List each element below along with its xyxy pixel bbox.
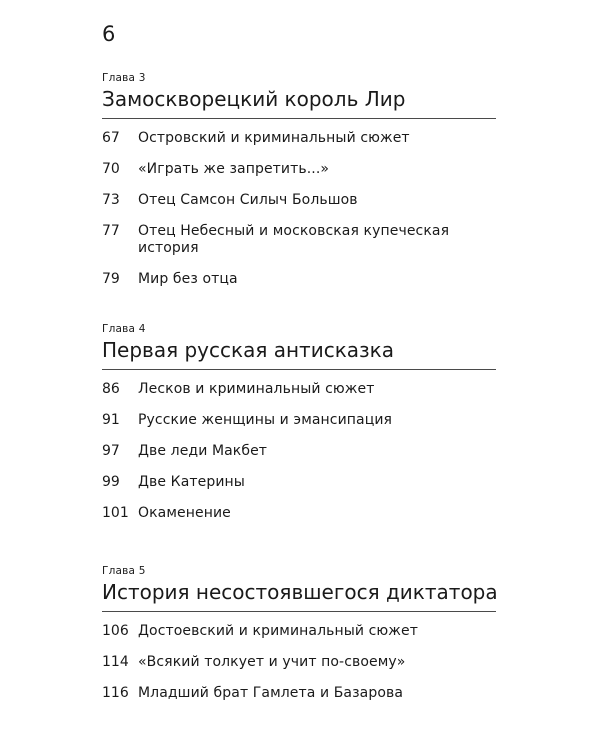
toc-entry-title: Достоевский и криминальный сюжет — [138, 623, 418, 639]
toc-entry-page: 91 — [102, 412, 120, 428]
toc-entries — [102, 130, 496, 288]
toc-entry-page: 114 — [102, 654, 129, 670]
toc-entry[interactable] — [102, 623, 496, 640]
toc-entry-page: 106 — [102, 623, 129, 639]
toc-entry-title: Младший брат Гамлета и Базарова — [138, 685, 404, 701]
chapter-section — [102, 323, 496, 536]
chapter-divider — [102, 369, 496, 370]
toc-entry[interactable] — [102, 412, 496, 429]
toc-entry-page: 116 — [102, 685, 129, 701]
toc-entry[interactable] — [102, 381, 496, 398]
chapter-divider — [102, 611, 496, 612]
chapter-title: Замоскворецкий король Лир — [102, 87, 406, 111]
toc-entry[interactable] — [102, 443, 496, 460]
chapter-label: Глава 5 — [102, 565, 146, 577]
toc-entry-page: 67 — [102, 130, 120, 146]
chapter-section — [102, 565, 496, 716]
toc-entry-title: Две леди Макбет — [138, 443, 268, 459]
toc-entries — [102, 381, 496, 522]
toc-entry-title: Русские женщины и эмансипация — [138, 412, 393, 428]
toc-entry[interactable] — [102, 685, 496, 702]
toc-entry-title: Отец Самсон Силыч Большов — [138, 192, 358, 208]
toc-entry[interactable] — [102, 192, 496, 209]
chapter-label: Глава 4 — [102, 323, 146, 335]
toc-entry[interactable] — [102, 271, 496, 288]
toc-entries — [102, 623, 496, 702]
toc-entry-title: Лесков и криминальный сюжет — [138, 381, 375, 397]
chapter-section — [102, 72, 496, 302]
toc-entry-page: 101 — [102, 505, 129, 521]
page-number: 6 — [102, 22, 116, 46]
toc-entry[interactable] — [102, 161, 496, 178]
toc-entry-page: 77 — [102, 223, 120, 239]
toc-entry-page: 70 — [102, 161, 120, 177]
toc-entry-title: Мир без отца — [138, 271, 238, 287]
toc-entry[interactable] — [102, 654, 496, 671]
chapter-divider — [102, 118, 496, 119]
chapter-title: Первая русская антисказка — [102, 338, 395, 362]
toc-entry-page: 99 — [102, 474, 120, 490]
toc-entry-title: «Играть же запретить...» — [138, 161, 330, 177]
toc-entry-title: Отец Небесный и московская купеческая история — [138, 223, 450, 256]
chapter-label: Глава 3 — [102, 72, 146, 84]
toc-entry-title: Островский и криминальный сюжет — [138, 130, 410, 146]
chapter-title: История несостоявшегося диктатора — [102, 580, 498, 604]
toc-entry-page: 97 — [102, 443, 120, 459]
toc-entry[interactable] — [102, 130, 496, 147]
toc-entry[interactable] — [102, 223, 496, 257]
toc-entry-page: 73 — [102, 192, 120, 208]
toc-entry-page: 86 — [102, 381, 120, 397]
toc-entry-title: «Всякий толкует и учит по-своему» — [138, 654, 406, 670]
toc-entry-title: Окаменение — [138, 505, 231, 521]
toc-entry-title: Две Катерины — [138, 474, 245, 490]
toc-entry[interactable] — [102, 474, 496, 491]
toc-entry[interactable] — [102, 505, 496, 522]
toc-entry-page: 79 — [102, 271, 120, 287]
